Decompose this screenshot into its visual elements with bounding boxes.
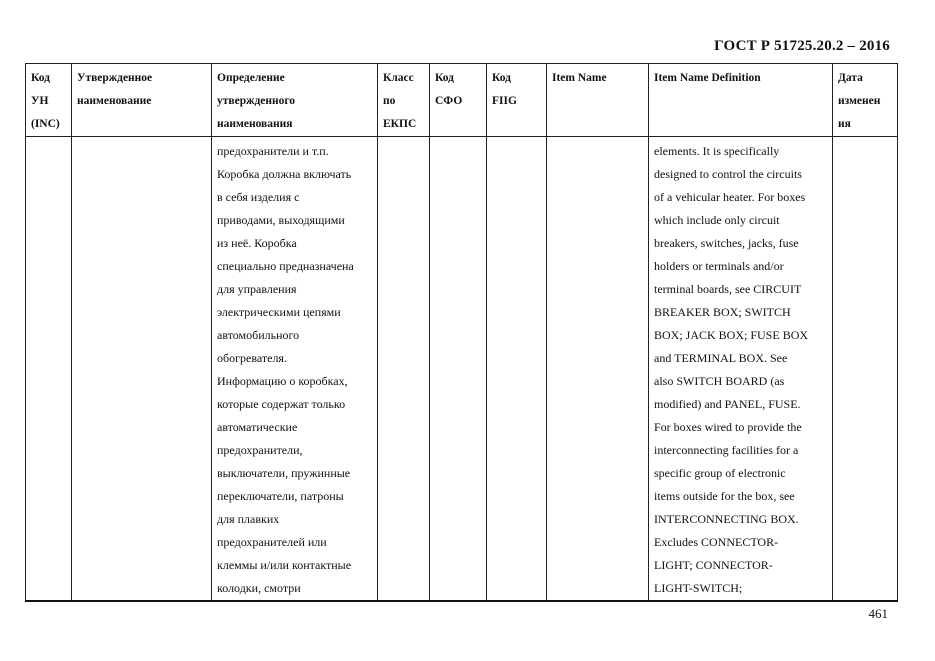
definition-ru-line: электрическими цепями (217, 305, 341, 319)
cell-inc-code (26, 137, 72, 602)
header-change-date: Дата изменен ия (833, 64, 898, 137)
header-ekps-class: Класс по ЕКПС (378, 64, 430, 137)
table-row (26, 137, 898, 602)
definition-ru-line: колодки, смотри (217, 581, 301, 595)
header-inc-code: Код УН (INC) (26, 64, 72, 137)
definition-en-line: breakers, switches, jacks, fuse (654, 236, 799, 250)
definition-en-line: elements. It is specifically (654, 144, 780, 158)
cell-item-name-definition (649, 137, 833, 602)
definition-en-line: INTERCONNECTING BOX. (654, 512, 799, 526)
definition-en-line: items outside for the box, see (654, 489, 795, 503)
definition-en-line: also SWITCH BOARD (as (654, 374, 785, 388)
definition-en-line: of a vehicular heater. For boxes (654, 190, 806, 204)
definition-ru-line: которые содержат только (217, 397, 346, 411)
definition-en-line: For boxes wired to provide the (654, 420, 802, 434)
document-standard-number: ГОСТ Р 51725.20.2 – 2016 (714, 38, 890, 54)
definition-ru-line: предохранителей или (217, 535, 327, 549)
definition-ru-line: Коробка должна включать (217, 167, 352, 181)
cell-approved-name (72, 137, 212, 602)
cell-definition-ru (212, 137, 378, 602)
definition-ru-line: специально предназначена (217, 259, 354, 273)
definition-en-line: holders or terminals and/or (654, 259, 784, 273)
cell-sfo-code (430, 137, 487, 602)
definition-ru-line: предохранители, (217, 443, 303, 457)
definition-ru-line: Информацию о коробках, (217, 374, 348, 388)
header-approved-name: Утвержденное наименование (72, 64, 212, 137)
definition-en-line: LIGHT; CONNECTOR- (654, 558, 773, 572)
definition-en-line: Excludes CONNECTOR- (654, 535, 779, 549)
definition-ru-line: в себя изделия с (217, 190, 300, 204)
definition-en-line: modified) and PANEL, FUSE. (654, 397, 801, 411)
header-item-name-definition: Item Name Definition (649, 64, 833, 137)
definition-en-line: BREAKER BOX; SWITCH (654, 305, 791, 319)
definition-en-line: specific group of electronic (654, 466, 786, 480)
definition-ru-line: для управления (217, 282, 297, 296)
page-number: 461 (868, 606, 888, 621)
definition-ru-line: автоматические (217, 420, 298, 434)
definition-en-line: and TERMINAL BOX. See (654, 351, 788, 365)
definition-en-line: designed to control the circuits (654, 167, 802, 181)
cell-item-name (547, 137, 649, 602)
definition-ru-line: автомобильного (217, 328, 300, 342)
cell-ekps-class (378, 137, 430, 602)
header-sfo-code: Код СФО (430, 64, 487, 137)
header-definition-ru: Определение утвержденного наименования (212, 64, 378, 137)
header-item-name: Item Name (547, 64, 649, 137)
definition-ru-line: обогревателя. (217, 351, 287, 365)
definition-ru-line: клеммы и/или контактные (217, 558, 352, 572)
definition-en-line: BOX; JACK BOX; FUSE BOX (654, 328, 809, 342)
definition-en-line: interconnecting facilities for a (654, 443, 799, 457)
definition-en-line: which include only circuit (654, 213, 780, 227)
definition-en-line: LIGHT-SWITCH; (654, 581, 743, 595)
header-fiig-code: Код FIIG (487, 64, 547, 137)
cell-fiig-code (487, 137, 547, 602)
definition-ru-line: из неё. Коробка (217, 236, 297, 250)
definition-ru-line: переключатели, патроны (217, 489, 344, 503)
definition-ru-line: предохранители и т.п. (217, 144, 329, 158)
definition-en-line: terminal boards, see CIRCUIT (654, 282, 802, 296)
cell-change-date (833, 137, 898, 602)
definition-ru-line: для плавких (217, 512, 280, 526)
table-header-row (26, 64, 898, 137)
definition-ru-line: выключатели, пружинные (217, 466, 351, 480)
data-table (25, 63, 898, 602)
definition-ru-line: приводами, выходящими (217, 213, 345, 227)
